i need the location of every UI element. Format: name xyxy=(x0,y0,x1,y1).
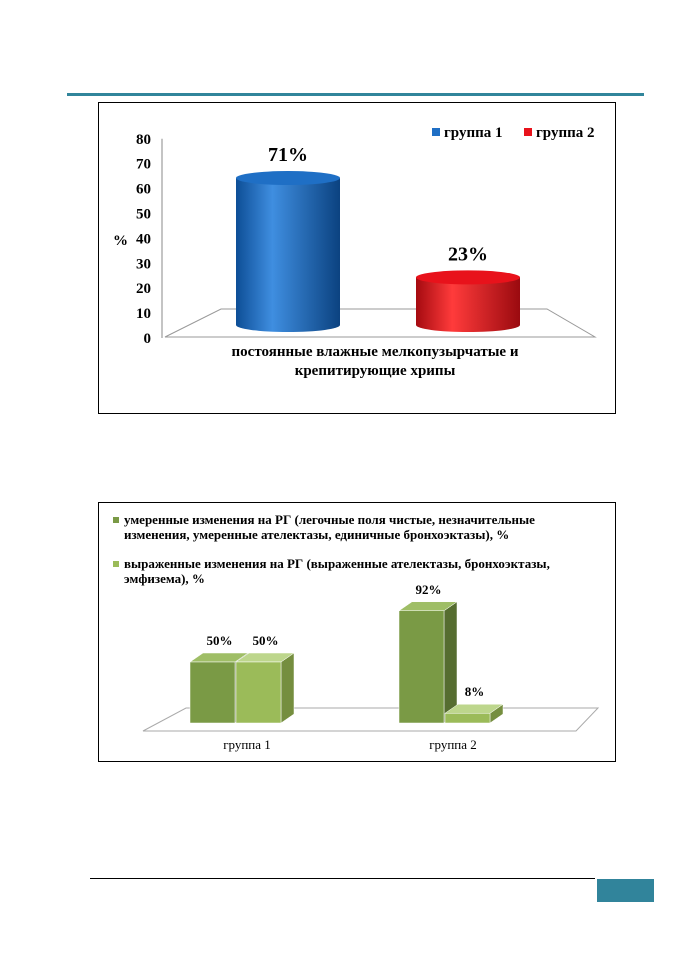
chart-radiography-svg xyxy=(99,503,617,763)
chart-crackles xyxy=(98,102,616,414)
legend-swatch-group2 xyxy=(524,128,532,136)
y-tick-label: 60 xyxy=(136,181,151,198)
bar-top-group1 xyxy=(236,171,340,185)
data-label-series1-group1: 50% xyxy=(206,633,233,648)
bar-group1 xyxy=(236,178,340,332)
bar-series1-group2-side xyxy=(444,602,457,723)
y-axis-label: % xyxy=(113,233,128,249)
floor-plane xyxy=(165,309,595,337)
x-category-label-2: группа 2 xyxy=(429,737,477,752)
x-category-label-1: группа 1 xyxy=(223,737,271,752)
legend-swatch-series2 xyxy=(113,561,119,567)
bar-series2-group2 xyxy=(445,713,490,723)
bar-series1-group1 xyxy=(190,662,235,723)
y-tick-label: 30 xyxy=(136,256,151,273)
bar-top-group2 xyxy=(416,270,520,284)
data-label-group2: 23% xyxy=(448,243,488,266)
legend-label-series1: умеренные изменения на РГ (легочные поля чистые, незначительные xyxy=(124,512,535,527)
chart-radiography xyxy=(98,502,616,762)
data-label-group1: 71% xyxy=(268,144,308,167)
legend-label-group2: группа 2 xyxy=(536,125,595,141)
data-label-series2-group1: 50% xyxy=(252,633,279,648)
y-tick-label: 70 xyxy=(136,156,151,173)
y-tick-label: 20 xyxy=(136,281,151,298)
legend-label-group1: группа 1 xyxy=(444,125,503,141)
legend-swatch-group1 xyxy=(432,128,440,136)
legend-label-series2: эмфизема), % xyxy=(124,571,205,586)
chart-crackles-svg xyxy=(99,103,617,415)
bar-series2-group1 xyxy=(236,662,281,723)
y-tick-label: 0 xyxy=(143,331,151,347)
y-tick-label: 10 xyxy=(136,306,151,323)
data-label-series2-group2: 8% xyxy=(464,684,485,700)
bar-series2-group1-side xyxy=(281,653,294,723)
y-tick-label: 50 xyxy=(136,206,151,223)
x-category-label: постоянные влажные мелкопузырчатые и xyxy=(231,344,519,360)
data-label-series1-group2: 92% xyxy=(415,581,442,597)
legend-swatch-series1 xyxy=(113,517,119,523)
header-rule xyxy=(67,93,644,96)
legend-label-series1: изменения, умеренные ателектазы, единичные бронхоэктазы), % xyxy=(124,527,510,542)
bar-group2 xyxy=(416,277,520,332)
y-tick-label: 80 xyxy=(136,131,151,148)
page-number-block xyxy=(597,879,654,902)
x-category-label: крепитирующие хрипы xyxy=(294,363,456,379)
legend-label-series2: выраженные изменения на РГ (выраженные ателектазы, бронхоэктазы, xyxy=(124,556,550,571)
bar-series1-group2 xyxy=(399,611,444,723)
y-tick-label: 40 xyxy=(136,231,151,248)
footer-rule xyxy=(90,878,595,879)
